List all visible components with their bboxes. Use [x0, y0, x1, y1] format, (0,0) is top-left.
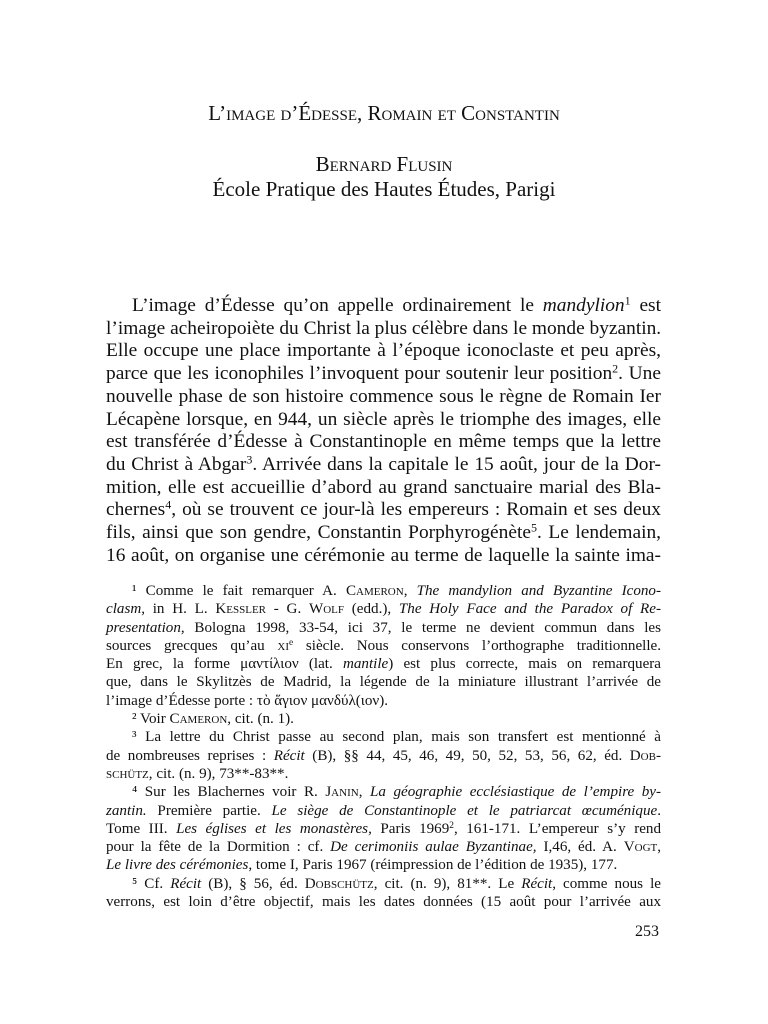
footnote-line: de nombreuses reprises : Récit (B), §§ 44, 45, 46, 49, 50, 52, 53, 56, 62, éd. Dob-	[106, 747, 661, 764]
body-paragraph	[106, 295, 661, 567]
footnote-line: ⁵ Cf. Récit (B), § 56, éd. Dobschütz, cit. (n. 9), 81**. Le Récit, comme nous le	[132, 875, 661, 892]
footnote-line: zantin. Première partie. Le siège de Constantinople et le patriarcat œcuménique.	[106, 802, 661, 819]
body-line: l’image acheiropoiète du Christ la plus célèbre dans le monde byzantin.	[106, 317, 662, 339]
body-line: L’image d’Édesse qu’on appelle ordinairement le mandylion$^1$ est	[132, 293, 661, 316]
footnote-line: Le livre des cérémonies, tome I, Paris 1967 (réimpression de l’édition de 1935), 177.	[106, 857, 618, 874]
body-line: Lécapène lorsque, en 944, un siècle après le triomphe des images, elle	[106, 408, 661, 430]
footnote-line: clasm, in H. L. Kessler - G. Wolf (edd.), The Holy Face and the Paradox of Re-	[106, 601, 661, 618]
footnote-line: pour la fête de la Dormition : cf. De cerimoniis aulae Byzantinae, I,46, éd. A. Vogt,	[106, 839, 662, 856]
footnote-line: schütz, cit. (n. 9), 73**-83**.	[106, 765, 289, 782]
footnote-line: ⁴ Sur les Blachernes voir R. Janin, La géographie ecclésiastique de l’empire by-	[132, 784, 662, 801]
footnote-line: verrons, est loin d’être objectif, mais les dates données (15 août pour l’arrivée aux	[106, 894, 661, 911]
body-line: du Christ à Abgar$^3$. Arrivée dans la capitale le 15 août, jour de la Dor-	[106, 452, 661, 475]
page-number: 253	[635, 923, 659, 940]
footnotes	[106, 582, 661, 911]
footnote-ref[interactable]: 5	[530, 520, 537, 535]
body-line: 16 août, on organise une cérémonie au terme de laquelle la sainte ima-	[106, 544, 661, 566]
body-line: parce que les iconophiles l’invoquent pour soutenir leur position$^2$. Une	[106, 361, 661, 385]
footnote-ref[interactable]: 2	[612, 361, 619, 376]
footnote-ref[interactable]: 1	[624, 293, 631, 308]
footnote-line: sources grecques qu’au $xi^e$ siècle. Nous conservons l’orthographe traditionnelle.	[106, 637, 662, 654]
body-line: mition, elle est accueillie d’abord au grand sanctuaire marial des Bla-	[106, 476, 661, 498]
footnote-line: Tome III. Les églises et les monastères, Paris 1969$^2$, 161-171. L’empereur s’y rend	[106, 820, 662, 837]
author-affiliation: École Pratique des Hautes Études, Parigi	[212, 177, 556, 201]
body-line: nouvelle phase de son histoire commence sous le règne de Romain Ier	[106, 385, 661, 407]
body-line: Elle occupe une place importante à l’époque iconoclaste et peu après,	[106, 340, 661, 362]
body-line: fils, ainsi que son gendre, Constantin Porphyrogénète$^5$. Le lendemain,	[106, 520, 661, 544]
footnote-line: que, dans le Skylitzès de Madrid, la légende de la miniature illustrant l’arrivée de	[106, 674, 661, 691]
body-line: chernes$^4$, où se trouvent ce jour-là les empereurs : Romain et ses deux	[106, 497, 661, 521]
footnote-line: ² Voir Cameron, cit. (n. 1).	[132, 711, 294, 728]
body-line: est transférée d’Édesse à Constantinople en même temps que la lettre	[106, 431, 661, 453]
footnote-ref[interactable]: 3	[246, 452, 253, 467]
footnote-line: ¹ Comme le fait remarquer A. Cameron, The mandylion and Byzantine Icono-	[132, 583, 662, 599]
article-title: L’image d’Édesse, Romain et Constantin	[208, 101, 560, 125]
footnote-line: ³ La lettre du Christ passe au second plan, mais son transfert est mentionné à	[132, 729, 661, 746]
footnote-line: l’image d’Édesse porte : τὸ ἅγιον μανδύλ(ιον).	[106, 692, 389, 709]
footnote-line: presentation, Bologna 1998, 33-54, ici 37, le terme ne devient commun dans les	[106, 619, 661, 636]
author-name: Bernard Flusin	[315, 152, 453, 176]
footnote-ref[interactable]: 4	[165, 497, 172, 512]
footnote-line: En grec, la forme μαντίλιον (lat. mantile) est plus correcte, mais on remarquera	[106, 656, 661, 673]
